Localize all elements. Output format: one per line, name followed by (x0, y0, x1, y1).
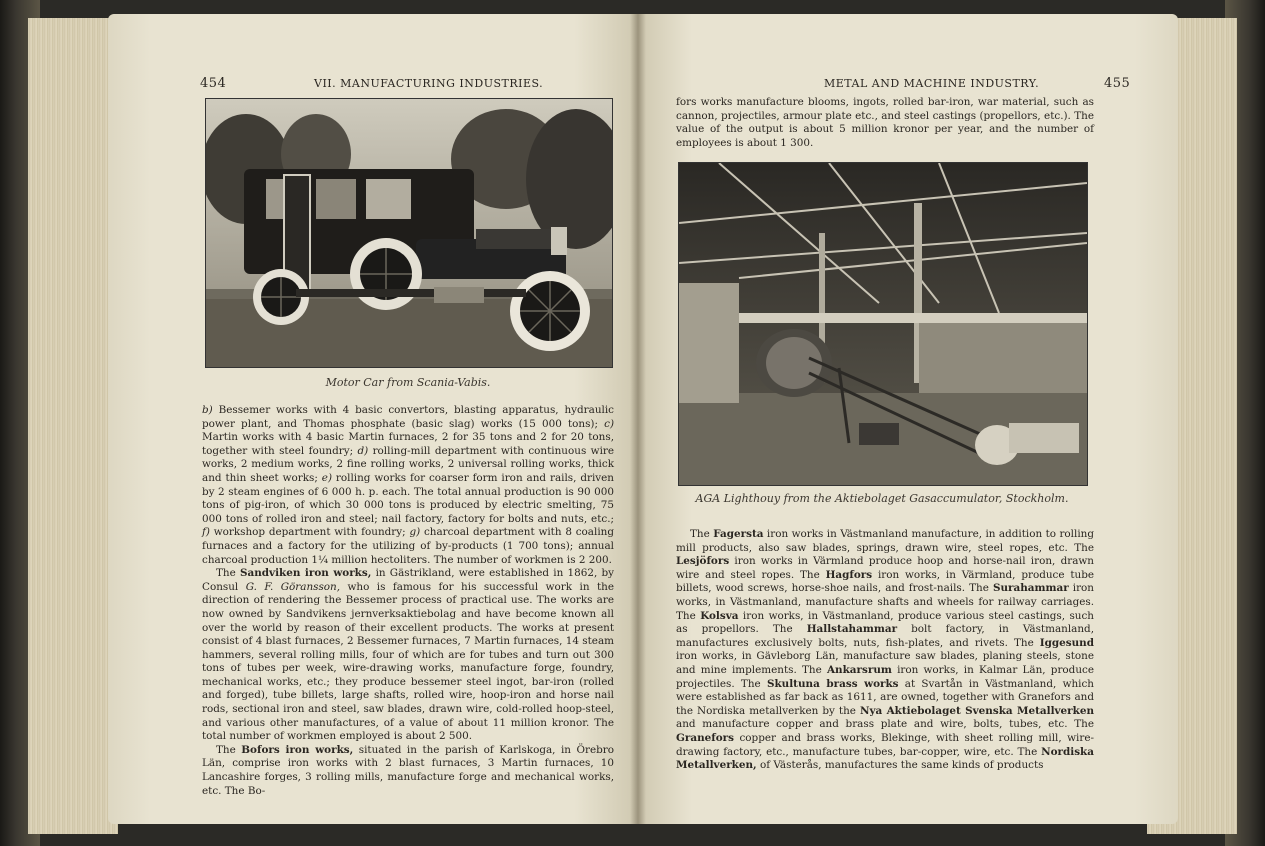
text-segment: Bofors iron works, (241, 743, 354, 756)
right-body-text-bottom (676, 528, 1094, 773)
text-segment: f) (202, 526, 210, 539)
text-segment: in Gästrikland, were established in 1862, by Consul (202, 567, 614, 593)
text-segment: Sandviken iron works, (239, 567, 372, 580)
left-running-head: VII. MANUFACTURING INDUSTRIES. (314, 77, 544, 90)
text-segment: Ankarsrum (826, 663, 892, 676)
page-edges-left (28, 18, 118, 834)
left-page (108, 14, 638, 824)
paragraph (676, 96, 1094, 150)
text-segment: Fagersta (713, 528, 764, 540)
text-segment: bolt factory, in Västmanland, manufactures exclusively bolts, nuts, fish-plates, and rivets. The (676, 623, 1095, 649)
text-segment: iron works in Värmland produce hoop and horse-nail iron, drawn wire and steel ropes. The (676, 555, 1094, 581)
text-segment: at Svartån in Västmanland, which were established as far back as 1611, are owned, together with Granefors and the Nordiska metallverken by the (676, 677, 1094, 717)
text-segment: of Västerås, manufactures the same kinds of products (756, 759, 1044, 772)
paragraph (202, 744, 614, 798)
text-segment: Hagfors (825, 568, 873, 581)
text-segment: Bessemer works with 4 basic convertors, blasting apparatus, hydraulic power plant, and Thomas phosphate (basic slag) works (15 000 tons); (202, 404, 614, 430)
left-body-text (202, 404, 614, 798)
text-segment: iron works, in Kalmar Län, produce projectiles. The (676, 663, 1094, 690)
text-segment: Nordiska Metallverken, (676, 745, 1094, 772)
text-segment: and manufacture copper and brass plate and wire, bolts, tubes, etc. The (676, 718, 1094, 731)
paragraph (202, 404, 614, 567)
text-segment: Martin works with 4 basic Martin furnaces, 2 for 35 tons and 2 for 20 tons, together with steel foundry; (202, 431, 614, 457)
text-segment: rolling-mill department with continuous wire works, 2 medium works, 2 fine rolling works, 2 universal rolling works, thick and thin sheet works; (202, 444, 615, 484)
text-segment: b) (202, 404, 213, 416)
text-segment: Hallstahammar (806, 623, 898, 636)
text-segment: Surahammar (992, 582, 1069, 595)
motor-car-photo (205, 98, 613, 368)
text-segment: iron works, in Gävleborg Län, manufacture saw blades, planing steels, stone and mine implements. The (676, 650, 1094, 676)
workshop-illustration (679, 163, 1087, 485)
text-segment: workshop department with foundry; (209, 526, 410, 539)
paragraph (202, 567, 614, 744)
text-segment: Iggesund (1039, 636, 1094, 649)
text-segment: fors works manufacture blooms, ingots, rolled bar-iron, war material, such as cannon, projectiles, armour plate etc., and steel castings (propellors, etc.). The value of the output is about 5 million kronor per year, and the number of employees is about 1 300. (676, 96, 1094, 149)
text-segment: Granefors (676, 731, 734, 744)
lighthouse-workshop-photo (678, 162, 1088, 486)
text-segment: Lesjöfors (676, 555, 730, 568)
book-gutter (630, 14, 646, 824)
text-segment: iron works, in Västmanland, produce various steel castings, such as propellors. The (676, 609, 1094, 636)
text-segment: iron works, in Västmanland, manufacture shafts and wheels for railway carriages. The (676, 582, 1094, 622)
left-page-header (200, 76, 620, 91)
text-segment: Skultuna brass works (766, 677, 899, 690)
right-body-text-top (676, 96, 1094, 150)
text-segment: The (216, 743, 242, 756)
motor-car-illustration (206, 99, 612, 367)
text-segment: situated in the parish of Karlskoga, in Örebro Län, comprise iron works with 2 blast furnaces, 3 Martin furnaces, 10 Lancashire forges, 3 rolling mills, manufacture forge and mechanical works, etc. The Bo- (202, 743, 614, 797)
text-segment: e) (321, 471, 332, 484)
text-segment: Nya Aktiebolaget Svenska Metallverken (860, 704, 1095, 717)
text-segment: G. F. Göransson, (245, 580, 341, 593)
text-segment: The (216, 567, 240, 580)
right-figure-caption: AGA Lighthouy from the Aktiebolaget Gasaccumulator, Stockholm. (695, 492, 1069, 505)
text-segment: rolling works for coarser form iron and rails, driven by 2 steam engines of 6 000 h. p. each. The total annual production is 90 000 tons of pig-iron, of which 30 000 tons is produced by electric smelting, 75 000 tons of rolled iron and steel; nail factory, factory for bolts and nuts, etc.; (202, 471, 614, 525)
left-figure-caption: Motor Car from Scania-Vabis. (325, 376, 491, 389)
text-segment: copper and brass works, Blekinge, with sheet rolling mill, wire-drawing factory, etc., manufacture tubes, bar-copper, wire, etc. The (676, 731, 1094, 758)
right-page-number: 455 (1104, 76, 1131, 91)
right-running-head: METAL AND MACHINE INDUSTRY. (824, 77, 1040, 90)
text-segment: d) (357, 444, 369, 457)
text-segment: charcoal department with 8 coaling furnaces and a factory for the utilizing of by-products (1 700 tons); annual charcoal production 1¼ million hectoliters. The number of workmen is 2 200. (202, 526, 614, 566)
left-page-number: 454 (200, 76, 227, 91)
text-segment: c) (604, 417, 614, 430)
text-segment: who is famous for his successful work in the direction of rendering the Bessemer process of practical use. The works are now owned by Sandvikens jernverksaktiebolag and have become known all over the world by reason of their excellent products. The works at present consist of 4 blast furnaces, 2 Bessemer furnaces, 7 Martin furnaces, 14 steam hammers, several rolling mills, four of which are for tubes and turn out 300 tons of tubes per week, wire-drawing works, manufacture forge, foundry, mechanical works, etc.; they produce bessemer steel ingot, bar-iron (rolled and forged), tube billets, large shafts, rolled wire, hoop-iron and horse nail rods, sectional iron and steel, saw blades, drawn wire, cold-rolled hoop-steel, and various other manufactures, of a value of about 11 million kronor. The total number of workmen employed is about 2 500. (202, 580, 614, 743)
text-segment: Kolsva (700, 609, 739, 622)
text-segment: iron works, in Värmland, produce tube billets, wood screws, horse-shoe nails, and frost-nails. The (676, 568, 1095, 595)
paragraph (676, 528, 1094, 773)
right-page (638, 14, 1178, 824)
text-segment: iron works in Västmanland manufacture, in addition to rolling mill products, also saw blades, springs, drawn wire, steel ropes, etc. The (676, 528, 1095, 554)
text-segment: g) (409, 526, 421, 539)
text-segment: The (690, 528, 714, 540)
